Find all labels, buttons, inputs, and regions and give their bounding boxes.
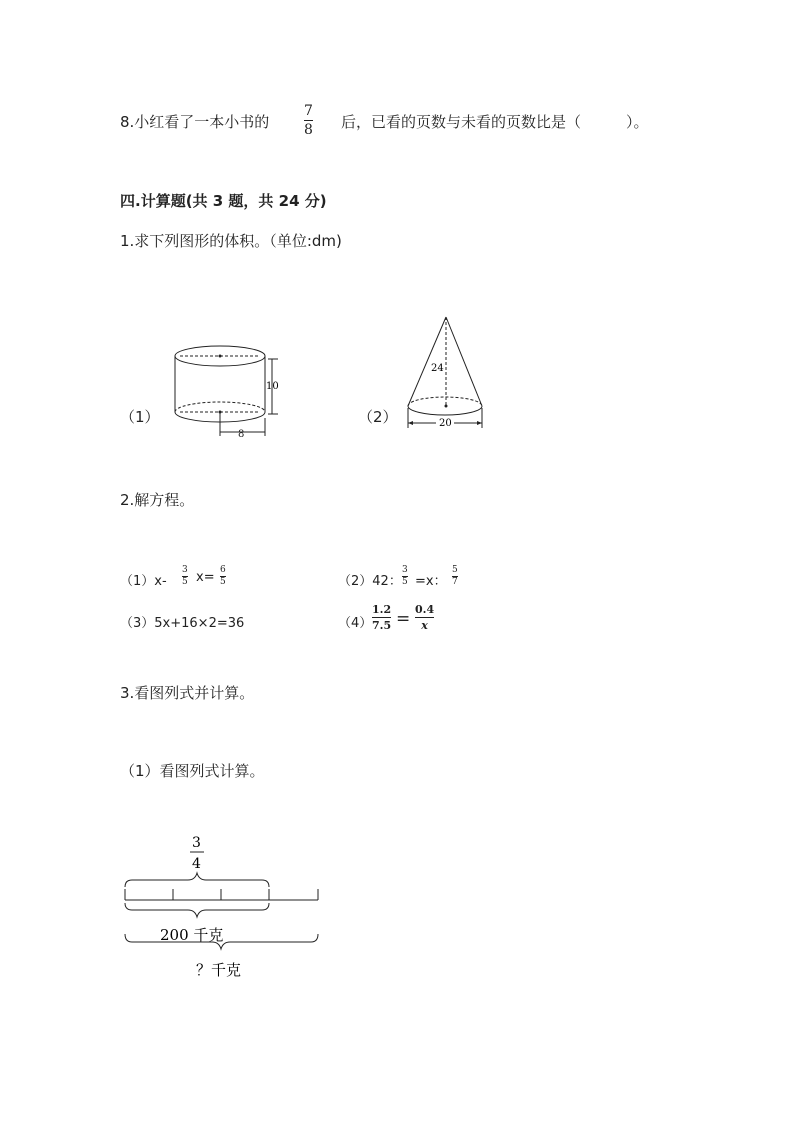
equation-3: （3）5x+16×2=36: [120, 616, 245, 631]
equation-1-middle: x=: [196, 570, 215, 585]
equation-2-middle: =x：: [415, 574, 447, 589]
section-title: 四.计算题(共 3 题，共 24 分): [120, 192, 327, 210]
equation-2-fraction-1: [402, 566, 408, 587]
denominator: 7: [452, 577, 458, 587]
question-8-text-after: 后，已看的页数与未看的页数比是（ ）。: [341, 113, 649, 131]
numerator: 0.4: [415, 603, 435, 616]
diagram-total-label: ？千克: [196, 961, 242, 979]
diagram-part-label: 200 千克: [160, 926, 224, 944]
question-3-sub-1: （1）看图列式计算。: [120, 762, 265, 780]
equation-4-fraction-2: [415, 604, 434, 631]
equation-1-fraction-1: [182, 566, 188, 587]
question-1-text: 1.求下列图形的体积。（单位:dm): [120, 232, 342, 250]
question-2-text: 2.解方程。: [120, 491, 195, 509]
cylinder-height-label: 10: [266, 381, 279, 392]
denominator: 5: [182, 577, 188, 587]
equation-4-equals: =: [396, 609, 411, 629]
cylinder-figure: [168, 340, 298, 440]
numerator: 1.2: [372, 603, 392, 616]
denominator: 5: [402, 577, 408, 587]
equation-2-label: （2）42：: [338, 574, 402, 589]
figure-1-label: （1）: [120, 408, 160, 426]
numerator: 5: [452, 565, 458, 575]
equation-4-fraction-1: [372, 604, 391, 631]
figure-2-label: （2）: [358, 408, 398, 426]
denominator: 7.5: [372, 619, 392, 632]
equation-4-label: （4）: [338, 616, 373, 631]
numerator: 3: [402, 565, 408, 575]
equation-2-fraction-2: [452, 566, 458, 587]
cylinder-radius-label: 8: [238, 429, 245, 440]
fraction-denominator: 8: [304, 122, 313, 138]
equation-1-fraction-2: [220, 566, 226, 587]
segment-diagram: [118, 830, 328, 980]
fraction-seven-eighths: [304, 104, 313, 137]
diagram-fraction-denominator: 4: [192, 856, 201, 872]
question-3-text: 3.看图列式并计算。: [120, 684, 255, 702]
numerator: 3: [182, 565, 188, 575]
diagram-fraction-numerator: 3: [192, 835, 201, 851]
question-8-text: 8.小红看了一本小书的: [120, 113, 270, 131]
cone-height-label: 24: [431, 363, 444, 374]
fraction-numerator: 7: [304, 103, 313, 119]
denominator: x: [421, 619, 428, 632]
cone-diameter-label: 20: [439, 418, 452, 429]
numerator: 6: [220, 565, 226, 575]
denominator: 5: [220, 577, 226, 587]
cone-figure: [402, 312, 492, 434]
equation-1-label: （1）x-: [120, 574, 167, 589]
